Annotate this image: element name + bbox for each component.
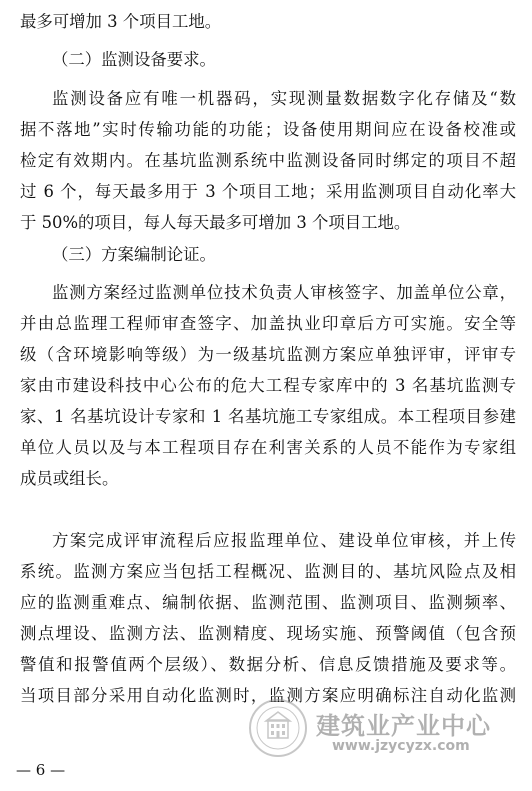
text-line: 监测设备应有唯一机器码，实现测量数据数字化存储及“数 [52,89,516,108]
section-heading: （二）监测设备要求。 [52,50,216,69]
text-line: 系统。监测方案应当包括工程概况、监测目的、基坑风险点及相 [20,562,516,581]
watermark-name: 建筑业产业中心 [316,712,491,740]
text-line: 最多可增加 3 个项目工地。 [20,12,222,31]
text-line: 级（含环境影响等级）为一级基坑监测方案应单独评审，评审专 [20,345,516,364]
text-line: 家、1 名基坑设计专家和 1 名基坑施工专家组成。本工程项目参建 [20,407,516,426]
text-line: 方案完成评审流程后应报监理单位、建设单位审核，并上传 [52,531,516,550]
text-line: 应的监测重难点、编制依据、监测范围、监测项目、监测频率、 [20,593,516,612]
text-line: 检定有效期内。在基坑监测系统中监测设备同时绑定的项目不超 [20,151,516,170]
text-line: 测点埋设、监测方法、监测精度、现场实施、预警阈值（包含预 [20,624,516,643]
text-line: 单位人员以及与本工程项目存在利害关系的人员不能作为专家组 [20,438,516,457]
text-line: 警值和报警值两个层级）、数据分析、信息反馈措施及要求等。 [20,655,516,674]
text-line: 家由市建设科技中心公布的危大工程专家库中的 3 名基坑监测专 [20,376,516,395]
text-line: 过 6 个，每天最多用于 3 个项目工地；采用监测项目自动化率大 [20,182,516,201]
text-line: 监测方案经过监测单位技术负责人审核签字、加盖单位公章， [52,283,516,302]
section-heading: （三）方案编制论证。 [52,245,216,264]
text-line: 成员或组长。 [20,469,119,488]
text-line: 并由总监理工程师审查签字、加盖执业印章后方可实施。安全等 [20,314,516,333]
text-line: 当项目部分采用自动化监测时，监测方案应明确标注自动化监测 [20,686,516,705]
text-line: 于 50%的项目，每人每天最多可增加 3 个项目工地。 [20,213,411,232]
text-line: 据不落地”实时传输功能的功能；设备使用期间应在设备校准或 [20,120,516,139]
page-number: — 6 — [16,761,66,779]
watermark-url: www.jzycyzx.com [332,738,470,754]
